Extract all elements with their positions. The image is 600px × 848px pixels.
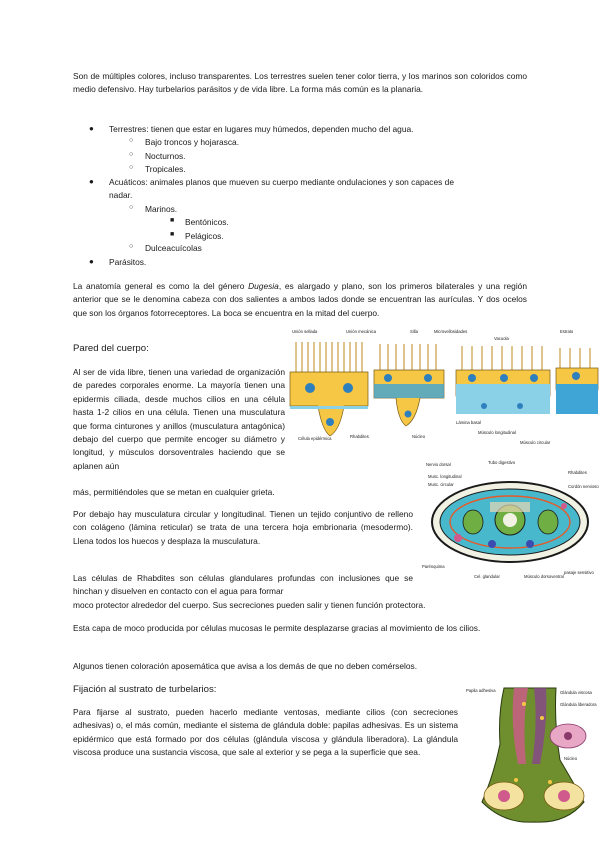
list-item-acuaticos-cont: nadar. [109,190,133,200]
epidermis-label: Silla [410,329,418,334]
epidermis-panel-1 [290,342,368,436]
gland-label: Papila adhesiva [466,688,496,693]
list-item-terrestres: Terrestres: tienen que estar en lugares muy húmedos, dependen mucho del agua. [109,124,414,134]
section-label: Músculo dorsoventral [524,574,564,579]
epidermis-label: Célula epidérmica [298,436,332,441]
pared-paragraph-2: Por debajo hay musculatura circular y longitudinal. Tienen un tejido conjuntivo de relleno con colágeno (lámina reticular) se trata de una tercera hoja embrionaria (mesodermo). Llena todos los huecos y desplaza la musculatura. [73,509,413,546]
epidermis-label: Unión mecánica [346,329,377,334]
gland-label: Núcleo [564,756,578,761]
gland-label: Glándula viscosa [560,690,592,695]
genus-name: Dugesia [248,281,279,291]
pared-paragraph-3-last: moco protector alrededor del cuerpo. Sus secreciones pueden salir y tienen función protectora. [73,600,426,610]
aposematic-paragraph: Algunos tienen coloración aposemática que avisa a los demás de que no deben comérselos. [73,661,418,671]
anatomy-text-before: La anatomía general es como la del género [73,281,249,291]
fijacion-paragraph: Para fijarse al sustrato, pueden hacerlo mediante ventosas, mediante cilios (con secreciones adhesivas) o, el más común, mediante el sistema de glándula doble: papilas adhesivas. Es un sistema epidérmico que está formado por dos células (glándula viscosa y glándula liberadora). La glándula viscosa produce una sustancia viscosa, que sale al exterior y se pega a la superficie que sea. [73,707,458,758]
section-heading-pared: Pared del cuerpo: [73,343,149,354]
circle-marker: ○ [129,164,134,171]
bullet-marker: ● [89,177,94,186]
pared-paragraph-1-last: más, permitiéndoles que se metan en cualquier grieta. [73,487,275,497]
epidermis-label: Núcleo [412,434,426,439]
bullet-marker: ● [89,257,94,266]
section-label: Cordón nervioso [568,484,599,489]
list-item-nocturnos: Nocturnos. [145,151,186,161]
gland-label: Glándula liberadora [560,702,597,707]
epidermis-label: Rhabdites [350,434,369,439]
circle-marker: ○ [129,137,134,144]
list-item-tropicales: Tropicales. [145,164,186,174]
epidermis-label: Microvellosidades [434,329,468,334]
intro-paragraph: Son de múltiples colores, incluso transparentes. Los terrestres suelen tener color tierra, y los marinos son coloridos como medio defensivo. Hay turbelarios parásitos y de vida libre. La forma más común es la planaria. [73,71,527,95]
cross-section-figure [418,456,600,586]
pared-paragraph-1: Al ser de vida libre, tienen una variedad de organización de paredes corporales enorme. La mayoría tienen una epidermis ciliada, desde muchos cilios en una célula hasta 1-2 cilios en una célula. Tienen una musculatura que forma cinturones y anillos (musculatura antagónica) debajo del cuerpo que permite encoger su diámetro y longitud, y músculos dorsoventrales haciendo que se aplanen aún [73,367,285,471]
list-item-marinos: Marinos. [145,204,178,214]
epidermis-label: Estrato [560,329,574,334]
section-label: Musc. circular [428,482,454,487]
epidermis-label: Vacuola [494,336,509,341]
circle-marker: ○ [129,204,134,211]
section-label: Cel. glandular [474,574,500,579]
cross-section-body [432,482,588,562]
section-label: pasaje sensitivo [564,570,594,575]
circle-marker: ○ [129,151,134,158]
epidermis-label: Lámina basal [456,420,481,425]
square-marker: ■ [170,217,175,224]
epidermis-label: Músculo circular [520,440,551,445]
adhesive-gland-figure [464,684,600,832]
section-label: Nervio dorsal [426,462,451,467]
section-label: Musc. longitudinal [428,474,462,479]
section-label: Tubo digestivo [488,460,516,465]
epidermis-panel-4 [556,348,598,414]
pared-paragraph-3: Las células de Rhabdites son células glandulares profundas con inclusiones que se hinchan y disuelven en contacto con el agua para formar [73,573,413,597]
anatomy-paragraph [73,280,527,320]
list-item-bajo-troncos: Bajo troncos y hojarasca. [145,137,240,147]
list-item-dulceacuicolas: Dulceacuícolas [145,243,202,253]
square-marker: ■ [170,231,175,238]
circle-marker: ○ [129,243,134,250]
bullet-marker: ● [89,124,94,133]
epidermis-figure [288,326,600,452]
section-label: Rhabdites [568,470,587,475]
anatomy-text-after: , es alargado y plano, son los primeros bilaterales y una región anterior que se le denomina cabeza con dos salientes a ambos lados donde se encuentran las aurículas. Y dos ocelos que son los órganos fotorreceptores. La boca se encuentra en la mitad del cuerpo. [73,281,527,318]
list-item-pelagicos: Pelágicos. [185,231,224,241]
epidermis-label: Unión sellada [292,329,318,334]
epidermis-label: Músculo longitudinal [478,430,516,435]
section-heading-fijacion: Fijación al sustrato de turbelarios: [73,684,217,695]
list-item-parasitos: Parásitos. [109,257,147,267]
epidermis-panel-2 [374,344,444,426]
list-item-acuaticos: Acuáticos: animales planos que mueven su cuerpo mediante ondulaciones y son capaces de [109,177,454,187]
list-item-bentonicos: Bentónicos. [185,217,229,227]
epidermis-panel-3 [456,346,550,414]
moco-paragraph: Esta capa de moco producida por células mucosas le permite desplazarse gracias al movimiento de los cilios. [73,623,481,633]
section-label: Parénquima [422,564,445,569]
